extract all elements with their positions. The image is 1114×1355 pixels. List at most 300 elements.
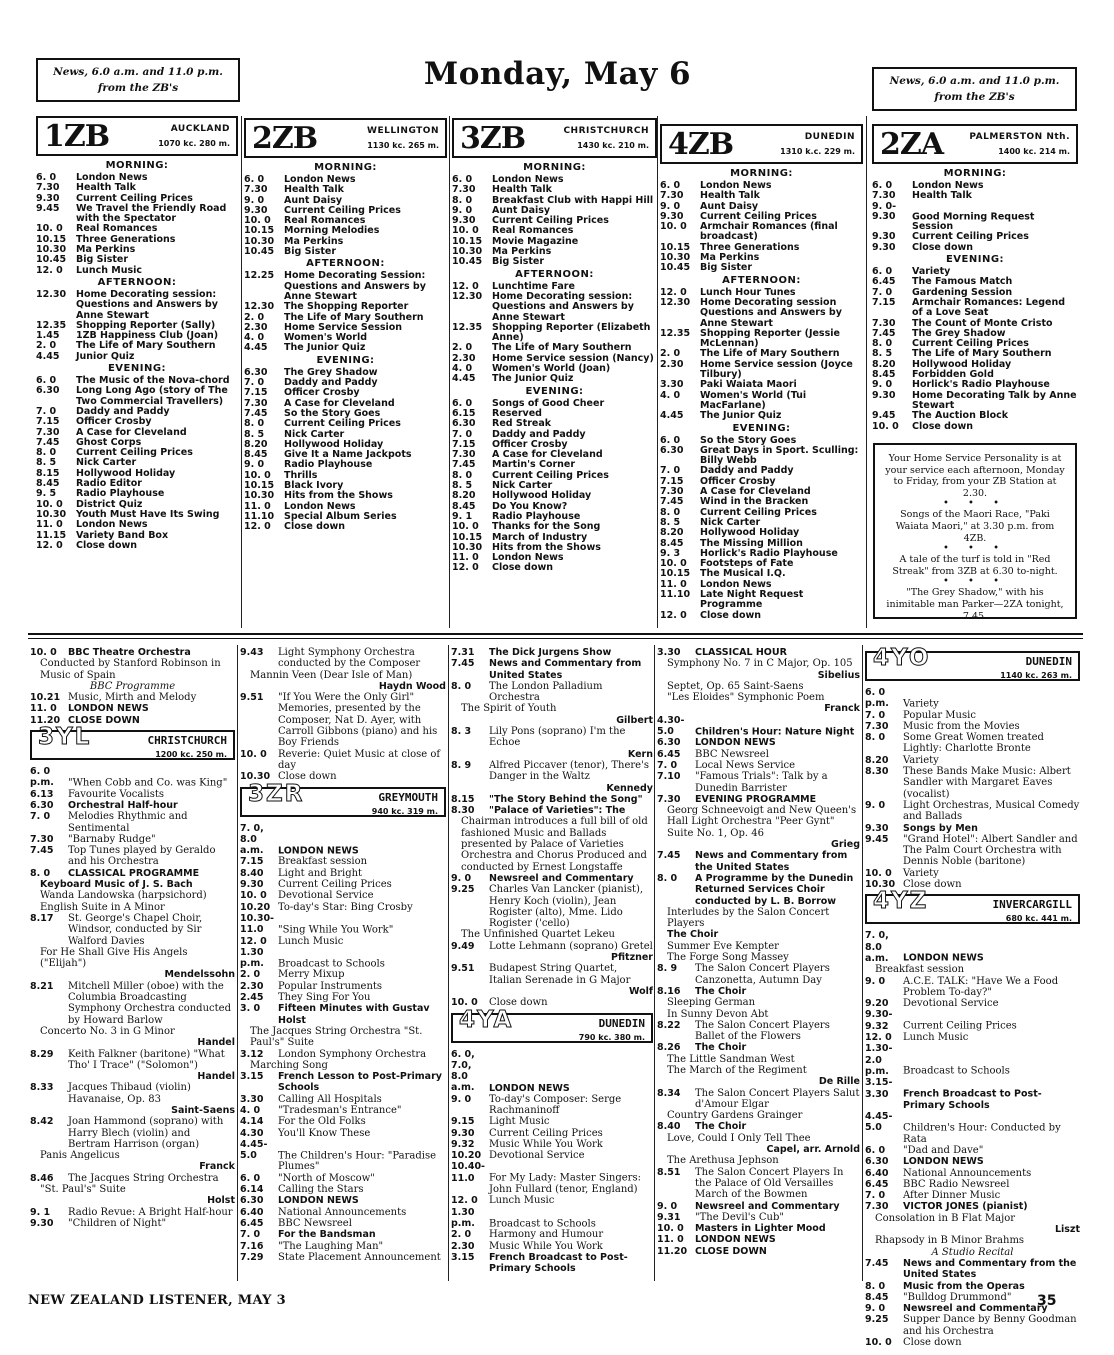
program-item	[657, 963, 860, 986]
program-title: Current Ceiling Prices	[278, 879, 392, 891]
program-time: 7.45	[36, 436, 60, 448]
station-city: CHRISTCHURCH	[147, 734, 227, 748]
program-title: CLOSE DOWN	[695, 1245, 767, 1257]
program-item	[30, 703, 235, 714]
program-item	[452, 323, 657, 344]
program-title: The Grey Shadow	[284, 366, 378, 378]
program-item	[240, 1116, 446, 1127]
program-title: Home Service session (Joyce Tilbury)	[700, 358, 853, 381]
program-item	[660, 243, 863, 253]
program-item	[657, 1246, 860, 1257]
lower-column-4	[657, 647, 860, 1281]
program-title: Variety	[903, 867, 939, 879]
program-title: Great Days in Sport. Sculling: Billy Webb	[700, 444, 859, 467]
program-item	[452, 292, 657, 323]
program-title: French Broadcast to Post-Primary Schools	[903, 1088, 1042, 1111]
program-time: 10. 0	[657, 1223, 684, 1235]
program-title: LONDON NEWS	[489, 1082, 570, 1094]
program-item	[36, 290, 238, 321]
program-title: The Junior Quiz	[284, 342, 366, 354]
program-detail: Septet, Op. 65 Saint-Saens	[667, 680, 804, 692]
program-item	[240, 981, 446, 992]
program-title: Home Decorating session: Questions and Answers by Anne Stewart	[492, 290, 634, 323]
program-time: 6.40	[240, 1206, 264, 1218]
program-time: 4.30-5.0	[657, 714, 685, 738]
program-item	[660, 222, 863, 243]
program-item	[240, 1195, 446, 1206]
program-title: Light Orchestras, Musical Comedy and Ballads	[903, 799, 1080, 823]
program-time: 7. 0	[244, 377, 265, 389]
program-time: 6.45	[872, 276, 896, 288]
program-title: Radio Revue: A Bright Half-hour	[68, 1206, 233, 1218]
program-item	[657, 850, 860, 873]
program-detail: For He Shall Give His Angels ("Elijah")	[40, 946, 188, 970]
program-time: 8.34	[657, 1087, 681, 1099]
program-title: The Life of Mary Southern	[492, 342, 632, 354]
program-time: 11.15	[36, 529, 67, 541]
program-time: 9.51	[451, 963, 475, 975]
program-item	[30, 868, 235, 879]
program-time: 2. 0	[660, 348, 681, 360]
program-time: 9. 0	[865, 1303, 886, 1315]
program-time: 8.45	[865, 1291, 889, 1303]
program-time: 8. 0	[244, 418, 265, 430]
program-time: 6. 0	[244, 174, 265, 185]
section-heading: MORNING:	[314, 162, 377, 173]
program-item	[865, 721, 1080, 732]
program-time: 9.43	[240, 647, 264, 658]
program-time: 10. 0	[244, 469, 271, 481]
program-title: LONDON NEWS	[278, 1195, 359, 1207]
program-title: Aunt Daisy	[492, 204, 551, 216]
program-time: 6.13	[30, 788, 54, 800]
program-time: 12. 0	[452, 280, 479, 292]
program-item	[872, 391, 1078, 412]
program-title: BBC Newsreel	[278, 1217, 352, 1229]
program-title: The Salon Concert Players Canzonetta, Autumn Day	[695, 963, 830, 986]
station-call-sign: 3ZR	[248, 780, 305, 807]
program-title: Light Symphony Orchestra conducted by the Composer	[278, 647, 421, 670]
program-title: "When Cobb and Co. was King"	[68, 777, 228, 789]
section-heading: EVENING:	[107, 363, 167, 375]
program-item	[30, 1116, 235, 1150]
program-item	[30, 1207, 235, 1218]
info-paragraph: Your Home Service Personality is at your service each afternoon, Monday to Friday, from your ZB Station at 2.30.	[885, 453, 1065, 499]
program-time: 10.15	[36, 233, 67, 245]
program-title: To-day's Star: Bing Crosby	[278, 901, 413, 913]
program-time: 7. 0	[452, 428, 473, 440]
program-title: Daddy and Paddy	[700, 465, 794, 477]
program-title: The Salon Concert Players In the Palace of Old Versailles March of the Bowmen	[695, 1166, 844, 1201]
program-item	[30, 913, 235, 947]
program-time: 11.10	[244, 510, 275, 522]
program-time: 9.31	[657, 1211, 681, 1223]
program-title: March of Industry	[492, 531, 588, 543]
program-title: Health Talk	[492, 184, 552, 196]
program-title: Big Sister	[76, 254, 129, 266]
program-title: For My Lady: Master Singers: John Fullard (tenor, England)	[489, 1172, 641, 1196]
program-item	[660, 446, 863, 467]
program-time: 4.14	[240, 1116, 264, 1128]
program-item	[452, 409, 657, 419]
program-item	[657, 794, 860, 805]
program-title: Lunchtime Fare	[492, 280, 575, 292]
program-title: London Symphony Orchestra	[278, 1048, 427, 1060]
program-time: 10. 0	[660, 221, 687, 233]
program-time: 9. 1	[30, 1206, 51, 1218]
program-time: 9. 0	[452, 204, 473, 216]
program-item	[657, 1223, 860, 1234]
program-item	[865, 1168, 1080, 1179]
program-title: Lunch Music	[489, 1195, 555, 1207]
program-title: Home Decorating Session: Questions and Answers by Anne Stewart	[284, 270, 426, 302]
program-time: 8. 0	[865, 732, 886, 744]
program-title: To-day's Composer: Serge Rachmaninoff	[489, 1093, 622, 1116]
program-time: 2. 0	[451, 1229, 472, 1241]
program-title: Favourite Vocalists	[68, 788, 164, 800]
program-item	[30, 789, 235, 800]
composer-name: Handel	[197, 1071, 235, 1083]
program-time: 6. 0	[660, 434, 681, 446]
program-time: 6.30	[36, 385, 60, 397]
program-title: "Grand Hotel": Albert Sandler and The Palm Court Orchestra with Dennis Noble (baritone)	[903, 833, 1078, 868]
program-time: 10.15	[244, 480, 275, 492]
station-frequency: 1310 k.c. 229 m.	[780, 147, 855, 156]
program-item	[657, 1121, 860, 1132]
composer-name: Kern	[627, 748, 653, 760]
program-time: 2.45	[240, 992, 264, 1004]
program-item	[660, 263, 863, 273]
program-time: 10. 0	[36, 498, 63, 510]
program-time: 12. 0	[36, 264, 63, 276]
program-time: 9.45	[865, 833, 889, 845]
program-time: 10.15	[244, 225, 275, 237]
program-title: Calling the Stars	[278, 1184, 364, 1196]
program-item	[865, 1201, 1080, 1212]
station-header	[240, 780, 446, 817]
program-item	[451, 805, 653, 816]
program-detail: The March of the Regiment	[667, 1064, 807, 1076]
program-time: 10.20	[240, 901, 271, 913]
program-title: Hits from the Shows	[284, 490, 393, 502]
program-title: Late Night Request Programme	[700, 588, 804, 611]
program-title: Horlick's Radio Playhouse	[700, 547, 838, 559]
station-call-sign: 2ZB	[252, 121, 318, 156]
program-title: Real Romances	[284, 215, 366, 227]
station-city: DUNEDIN	[1025, 655, 1072, 668]
program-title: Red Streak	[492, 418, 552, 430]
composer-name: Franck	[199, 1161, 235, 1173]
program-title: Melodies Rhythmic and Sentimental	[68, 811, 188, 834]
program-item	[865, 1111, 1080, 1145]
news-note-left-line2: from the ZB's	[97, 82, 179, 94]
program-time: 11. 0	[657, 1234, 684, 1246]
station-header	[865, 645, 1080, 681]
program-detail: The Unfinished Quartet Lekeu	[461, 929, 615, 941]
program-title: The Music of the Nova-chord	[76, 375, 230, 387]
program-time: 8. 5	[872, 348, 893, 360]
program-time: 8.29	[30, 1048, 54, 1060]
program-time: 9.51	[240, 692, 264, 704]
program-title: Current Ceiling Prices	[492, 469, 609, 481]
program-title: Radio Editor	[76, 478, 142, 490]
station-city: AUCKLAND	[170, 124, 230, 134]
program-item	[660, 411, 863, 421]
program-item	[660, 508, 863, 518]
program-time: 10.30	[240, 771, 271, 783]
program-time: 12. 0	[451, 1195, 478, 1207]
program-time: 10.15	[660, 568, 691, 580]
program-title: Aunt Daisy	[700, 200, 759, 212]
program-time: 7.45	[451, 658, 475, 670]
program-time: 8.15	[36, 467, 60, 479]
program-time: 9.30	[240, 879, 264, 891]
program-detail: Marching Song	[250, 1059, 328, 1071]
program-item	[244, 343, 447, 353]
station-header	[660, 124, 863, 164]
program-title: LONDON NEWS	[695, 1234, 776, 1246]
program-title: The Life of Mary Southern	[700, 348, 840, 360]
program-time: 6. 0	[36, 375, 57, 387]
program-time: 12.35	[36, 319, 67, 331]
column-divider	[866, 116, 867, 628]
program-item	[660, 391, 863, 412]
program-time: 10.30	[36, 508, 67, 520]
program-item	[240, 890, 446, 901]
station-column-4zb	[660, 124, 863, 628]
program-title: Special Album Series	[284, 510, 397, 522]
station-frequency: 1140 kc. 263 m.	[1000, 671, 1072, 680]
program-title: BBC Radio Newsreel	[903, 1178, 1010, 1190]
program-title: Merry Mixup	[278, 969, 345, 981]
program-time: 7.10	[657, 771, 681, 783]
program-item	[451, 1094, 653, 1117]
program-item	[865, 732, 1080, 755]
program-item	[660, 191, 863, 201]
program-time: 10.30-11.0	[240, 912, 274, 936]
program-title: Songs by Men	[903, 822, 978, 834]
program-item	[36, 266, 238, 276]
program-time: 11.10	[660, 588, 691, 600]
program-item	[451, 658, 653, 681]
program-time: 9.49	[451, 940, 475, 952]
program-title: EVENING PROGRAMME	[695, 793, 817, 805]
program-time: 6. 0	[660, 180, 681, 191]
program-item	[244, 247, 447, 257]
program-item	[660, 329, 863, 350]
program-item	[865, 755, 1080, 766]
program-item	[451, 1207, 653, 1230]
program-time: 8. 0	[660, 506, 681, 518]
program-time: 10. 0	[452, 521, 479, 533]
program-time: 3. 0	[240, 1003, 261, 1015]
program-time: 6.30	[244, 366, 268, 378]
program-title: Home Service Session	[284, 321, 403, 333]
program-title: Broadcast to Schools	[903, 1065, 1010, 1077]
program-title: Lotte Lehmann (soprano) Gretel	[489, 940, 653, 952]
program-title: Officer Crosby	[284, 387, 360, 399]
program-title: Close down	[912, 420, 974, 432]
composer-name: Holst	[207, 1195, 235, 1207]
program-time: 7. 0	[865, 1190, 886, 1202]
program-title: State Placement Announcement	[278, 1251, 441, 1263]
program-time: 3.15-3.30	[865, 1077, 893, 1100]
program-title: Hollywood Holiday	[912, 358, 1012, 370]
program-item	[451, 1128, 653, 1139]
program-time: 3.30	[657, 647, 681, 658]
program-time: 9.20	[865, 998, 889, 1010]
program-item	[240, 692, 446, 748]
program-item	[865, 800, 1080, 823]
program-time: 10. 0	[240, 748, 267, 760]
program-time: 7. 0	[657, 759, 678, 771]
program-time: 10. 0	[240, 890, 267, 902]
program-title: The Shopping Reporter	[284, 301, 409, 313]
program-item	[36, 341, 238, 351]
program-title: Hollywood Holiday	[700, 527, 800, 539]
program-time: 10.30	[244, 235, 275, 247]
program-title: The Choir	[695, 1121, 747, 1133]
program-time: 7. 0	[36, 405, 57, 417]
section-heading: MORNING:	[105, 160, 169, 171]
column-divider	[654, 645, 655, 1281]
program-item	[244, 471, 447, 481]
program-title: Lunch Music	[76, 264, 143, 276]
program-time: 10. 0	[660, 558, 687, 570]
program-time: 8.15	[451, 793, 475, 805]
program-title: Variety	[912, 266, 951, 278]
program-title: Close down	[489, 997, 548, 1009]
program-detail: The Forge Song Massey	[667, 952, 789, 964]
station-city: WELLINGTON	[367, 126, 439, 136]
program-title: London News	[912, 180, 984, 191]
program-item	[451, 681, 653, 704]
program-time: 9. 0	[657, 1200, 678, 1212]
station-column-3zb	[452, 118, 657, 628]
program-detail: Concerto No. 3 in G Minor	[40, 1025, 175, 1037]
program-title: Big Sister	[700, 262, 753, 274]
program-detail: Chairman introduces a full bill of old fashioned Music and Ballads presented by Palace of Varieties Orchestra and Chorus Produced and conducted by Ernest Longstaffe	[461, 816, 648, 873]
program-time: 8.30	[451, 805, 475, 817]
program-item	[865, 766, 1080, 800]
program-time: 12.35	[452, 321, 483, 333]
program-time: 12. 0	[240, 935, 267, 947]
program-item	[865, 1032, 1080, 1043]
program-time: 7.45	[452, 459, 476, 471]
program-item	[451, 1229, 653, 1240]
program-title: Thanks for the Song	[492, 521, 601, 533]
program-title: Black Ivory	[284, 480, 344, 492]
program-item	[865, 1258, 1080, 1281]
program-item	[244, 271, 447, 302]
program-title: CLASSICAL PROGRAMME	[68, 867, 200, 879]
program-time: 7. 0	[660, 465, 681, 477]
program-time: 8. 0	[30, 867, 51, 879]
program-title: "Palace of Varieties": The	[489, 805, 626, 817]
program-title: National Announcements	[278, 1206, 407, 1218]
station-call-sign: 4YZ	[873, 888, 929, 915]
program-item	[244, 419, 447, 429]
program-item	[451, 884, 653, 929]
program-time: 7.30	[660, 190, 684, 202]
program-time: 6.30	[657, 737, 681, 749]
program-time: 8.17	[30, 912, 54, 924]
program-time: 1.45	[36, 330, 60, 342]
program-title: Close down	[903, 1337, 962, 1349]
program-title: "Barnaby Rudge"	[68, 833, 156, 845]
program-time: 7.16	[240, 1240, 264, 1252]
program-title: Reverie: Quiet Music at close of day	[278, 748, 441, 771]
program-title: Current Ceiling Prices	[903, 1020, 1017, 1032]
program-item	[657, 1020, 860, 1043]
program-item	[30, 1049, 235, 1072]
program-title: French Broadcast to Post-Primary Schools	[489, 1251, 628, 1275]
program-time: 8. 0	[36, 447, 57, 459]
program-time: 6. 0	[36, 172, 57, 183]
station-frequency: 1130 kc. 265 m.	[367, 141, 439, 150]
program-title: Alfred Piccaver (tenor), There's Danger in the Waltz	[489, 759, 649, 783]
program-time: 9. 0	[865, 975, 886, 987]
section-heading: AFTERNOON:	[515, 268, 594, 280]
program-time: 12. 0	[865, 1032, 892, 1044]
lower-column-1	[30, 647, 235, 1281]
program-time: 12. 0	[660, 286, 687, 298]
program-title: "North of Moscow"	[278, 1172, 375, 1184]
program-item	[657, 1088, 860, 1111]
program-time: 9. 0	[872, 379, 893, 391]
program-title: Movie Magazine	[492, 235, 579, 247]
program-time: 9.30	[872, 231, 896, 243]
program-title: Forbidden Gold	[912, 369, 994, 381]
program-item	[240, 913, 446, 936]
program-title: Reserved	[492, 407, 542, 419]
program-time: 10. 0	[36, 223, 63, 235]
program-time: 3.30	[240, 1093, 264, 1105]
program-title: A Case for Cleveland	[492, 449, 603, 461]
program-item	[865, 1043, 1080, 1077]
program-item	[865, 710, 1080, 721]
program-title: Shopping Reporter (Elizabeth Anne)	[492, 321, 651, 344]
program-title: Health Talk	[76, 182, 136, 194]
program-item	[865, 687, 1080, 710]
program-item	[452, 175, 657, 185]
program-title: Long Long Ago (story of The Two Commercial Travellers)	[76, 385, 228, 407]
program-time: 8. 0	[451, 680, 472, 692]
program-time: 2.30	[240, 980, 264, 992]
program-title: Current Ceiling Prices	[284, 204, 401, 216]
program-time: 4. 0	[240, 1104, 261, 1116]
program-item	[30, 834, 235, 845]
program-title: Light Music	[489, 1116, 550, 1128]
program-title: Children's Hour: Nature Night	[695, 726, 855, 738]
program-title: Lunch Hour Tunes	[700, 286, 796, 298]
station-frequency: 1400 kc. 214 m.	[998, 147, 1070, 156]
program-time: 11. 0	[660, 578, 687, 590]
program-title: Women's World	[284, 332, 368, 344]
program-title: "Tradesman's Entrance"	[278, 1104, 402, 1116]
composer-name: Gilbert	[616, 714, 653, 726]
program-time: 8.20	[452, 490, 476, 502]
program-title: LONDON NEWS	[278, 845, 359, 857]
program-title: London News	[700, 180, 772, 191]
program-time: 2. 0	[452, 342, 473, 354]
program-title: The Life of Mary Southern	[912, 348, 1052, 360]
program-title: The Choir	[695, 1042, 747, 1054]
program-title: "Dad and Dave"	[903, 1144, 984, 1156]
news-note-right	[872, 67, 1077, 111]
program-time: 7.45	[872, 327, 896, 339]
program-time: 2.30	[660, 358, 684, 370]
